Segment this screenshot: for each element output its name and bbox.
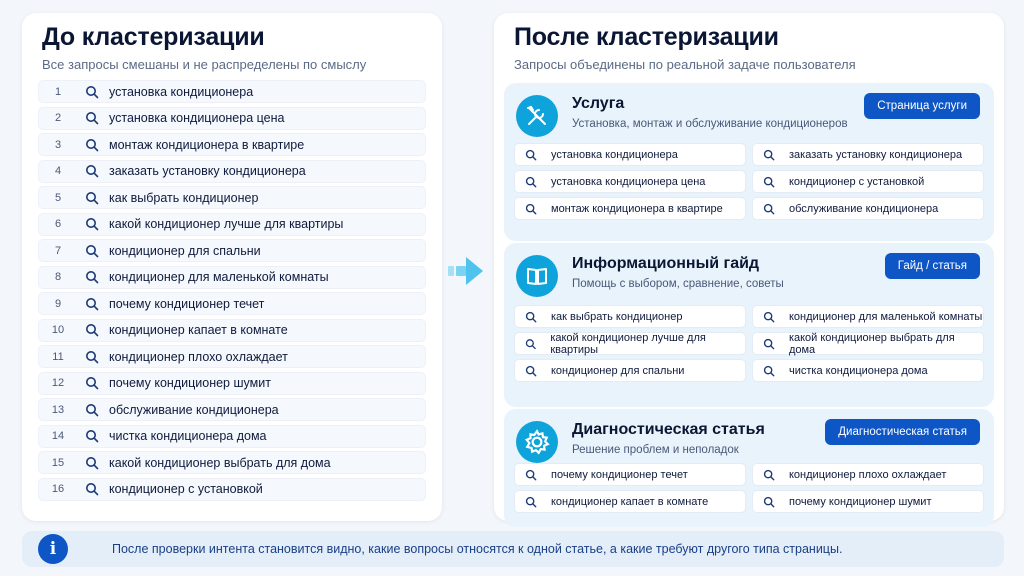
keyword-chip <box>514 359 746 382</box>
search-icon <box>763 203 775 215</box>
keyword-chip <box>514 463 746 486</box>
keyword-text: чистка кондиционера дома <box>789 364 928 377</box>
query-number: 16 <box>51 483 65 495</box>
search-icon <box>525 149 537 161</box>
gear-icon <box>516 421 558 463</box>
guide-article-button[interactable]: Гайд / статья <box>885 253 980 279</box>
keyword-text: установка кондиционера <box>551 148 678 161</box>
query-text: установка кондиционера <box>109 84 254 99</box>
search-icon <box>763 176 775 188</box>
keyword-text: как выбрать кондиционер <box>551 310 683 323</box>
cluster-guide <box>504 243 994 407</box>
search-icon <box>525 203 537 215</box>
keyword-text: обслуживание кондиционера <box>789 202 939 215</box>
query-row <box>38 213 426 236</box>
cluster-keywords <box>514 305 984 382</box>
search-icon <box>85 138 99 152</box>
query-number: 13 <box>51 403 65 416</box>
cluster-service <box>504 83 994 241</box>
query-row <box>38 372 426 395</box>
keyword-chip <box>752 463 984 486</box>
search-icon <box>525 176 537 188</box>
query-text: какой кондиционер выбрать для дома <box>109 455 331 470</box>
query-number: 15 <box>51 456 65 469</box>
query-number: 7 <box>54 244 62 257</box>
query-text: чистка кондиционера дома <box>109 429 267 443</box>
query-text: кондиционер для спальни <box>109 243 261 258</box>
tools-icon <box>516 95 558 137</box>
search-icon <box>85 376 99 390</box>
search-icon <box>85 297 99 311</box>
search-icon <box>85 217 99 231</box>
query-text: кондиционер с установкой <box>109 482 263 496</box>
search-icon <box>525 311 537 323</box>
after-panel <box>494 13 1004 521</box>
keyword-chip <box>514 305 746 328</box>
info-icon: i <box>38 534 68 564</box>
query-row <box>38 292 426 315</box>
cluster-title: Услуга <box>572 95 625 112</box>
keyword-chip <box>514 197 746 220</box>
search-icon <box>85 429 99 443</box>
after-title: После кластеризации <box>514 23 779 51</box>
search-icon <box>525 338 536 350</box>
query-text: обслуживание кондиционера <box>109 402 279 417</box>
keyword-chip <box>514 490 746 513</box>
query-number: 3 <box>54 138 62 151</box>
cluster-keywords <box>514 463 984 513</box>
search-icon <box>85 111 99 125</box>
keyword-text: какой кондиционер выбрать для дома <box>788 331 955 356</box>
query-row <box>38 160 426 183</box>
query-row <box>38 398 426 421</box>
search-icon <box>525 469 537 481</box>
query-row <box>38 478 426 501</box>
before-subtitle: Все запросы смешаны и не распределены по смыслу <box>42 57 367 72</box>
query-row <box>38 345 426 368</box>
before-title: До кластеризации <box>42 23 265 51</box>
query-text: заказать установку кондиционера <box>109 164 306 178</box>
keyword-text: почему кондиционер течет <box>551 468 688 481</box>
search-icon <box>763 338 775 350</box>
search-icon <box>85 482 99 496</box>
query-number: 8 <box>54 271 62 283</box>
search-icon <box>85 456 99 470</box>
search-icon <box>763 469 775 481</box>
query-text: монтаж кондиционера в квартире <box>109 137 305 152</box>
keyword-text: кондиционер с установкой <box>789 175 925 188</box>
arrow-right-icon <box>448 254 486 288</box>
keyword-text: почему кондиционер шумит <box>789 495 932 508</box>
keyword-chip <box>752 197 984 220</box>
query-number: 11 <box>52 350 64 363</box>
query-number: 14 <box>51 430 65 442</box>
query-number: 5 <box>54 191 62 204</box>
query-text: кондиционер капает в комнате <box>109 323 288 337</box>
query-number: 1 <box>54 85 62 98</box>
keyword-chip <box>752 305 984 328</box>
query-row <box>38 133 426 156</box>
keyword-chip <box>752 490 984 513</box>
query-text: установка кондиционера цена <box>109 111 285 125</box>
search-icon <box>85 85 99 99</box>
search-icon <box>763 311 775 323</box>
search-icon <box>85 270 99 284</box>
query-row <box>38 425 426 448</box>
query-row <box>38 319 426 342</box>
cluster-title: Диагностическая статья <box>572 421 765 438</box>
keyword-chip <box>752 359 984 382</box>
query-text: как выбрать кондиционер <box>109 190 259 205</box>
search-icon <box>85 403 99 417</box>
search-icon <box>85 191 99 205</box>
query-row <box>38 107 426 130</box>
search-icon <box>763 496 775 508</box>
cluster-title: Информационный гайд <box>572 255 760 272</box>
search-icon <box>85 323 99 337</box>
query-text: кондиционер плохо охлаждает <box>109 349 288 364</box>
cluster-diagnostic <box>504 409 994 527</box>
query-number: 12 <box>51 377 65 389</box>
keyword-text: кондиционер капает в комнате <box>551 495 709 508</box>
query-number: 9 <box>54 297 62 310</box>
keyword-chip <box>752 143 984 166</box>
query-number: 2 <box>54 112 62 124</box>
query-text: кондиционер для маленькой комнаты <box>109 270 329 284</box>
query-text: почему кондиционер течет <box>109 296 265 311</box>
keyword-chip <box>514 143 746 166</box>
query-text: какой кондиционер лучше для квартиры <box>109 217 344 231</box>
keyword-chip <box>514 170 746 193</box>
search-icon <box>763 149 775 161</box>
info-text: После проверки интента становится видно, какие вопросы относятся к одной статье, а какие требуют другого типа страницы. <box>112 542 843 556</box>
before-panel <box>22 13 442 521</box>
query-text: почему кондиционер шумит <box>109 376 271 390</box>
info-bar <box>22 531 1004 567</box>
diagnostic-article-button[interactable]: Диагностическая статья <box>825 419 980 445</box>
keyword-chip <box>514 332 746 355</box>
query-number: 6 <box>54 218 62 230</box>
service-page-button[interactable]: Страница услуги <box>864 93 980 119</box>
query-row <box>38 186 426 209</box>
search-icon <box>85 244 99 258</box>
cluster-keywords <box>514 143 984 220</box>
query-list <box>38 80 426 501</box>
search-icon <box>525 365 537 377</box>
query-number: 10 <box>51 324 65 336</box>
query-number: 4 <box>54 165 62 177</box>
keyword-chip <box>752 170 984 193</box>
book-icon <box>516 255 558 297</box>
query-row <box>38 266 426 289</box>
keyword-text: кондиционер для маленькой комнаты <box>789 310 983 323</box>
keyword-chip <box>752 332 984 355</box>
keyword-text: кондиционер для спальни <box>551 364 685 377</box>
query-row <box>38 239 426 262</box>
keyword-text: монтаж кондиционера в квартире <box>551 202 723 215</box>
after-subtitle: Запросы объединены по реальной задаче пользователя <box>514 57 856 72</box>
query-row <box>38 80 426 103</box>
cluster-subtitle: Решение проблем и неполадок <box>572 444 739 456</box>
keyword-text: заказать установку кондиционера <box>789 148 963 161</box>
search-icon <box>85 350 99 364</box>
query-row <box>38 451 426 474</box>
cluster-subtitle: Помощь с выбором, сравнение, советы <box>572 278 784 290</box>
search-icon <box>525 496 537 508</box>
cluster-subtitle: Установка, монтаж и обслуживание кондиционеров <box>572 118 848 130</box>
search-icon <box>763 365 775 377</box>
keyword-text: какой кондиционер лучше для квартиры <box>550 331 706 356</box>
keyword-text: кондиционер плохо охлаждает <box>789 468 947 481</box>
search-icon <box>85 164 99 178</box>
keyword-text: установка кондиционера цена <box>551 175 706 188</box>
